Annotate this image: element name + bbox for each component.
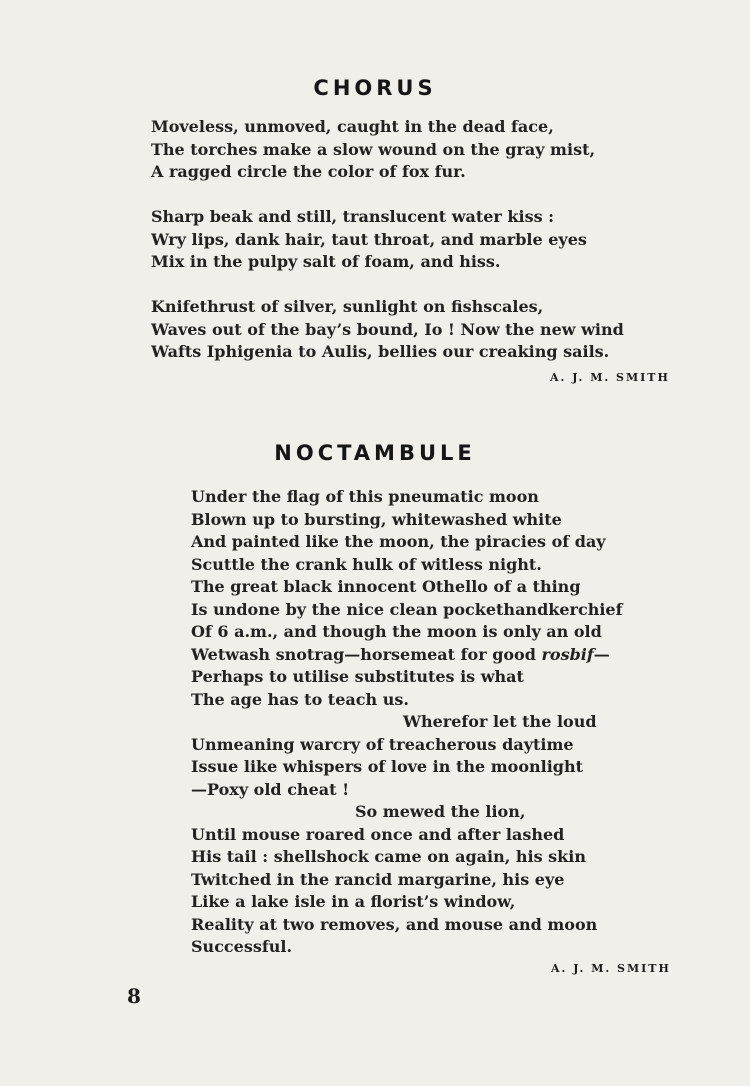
poem-line: Reality at two removes, and mouse and moon — [191, 914, 598, 934]
poem-line: Scuttle the crank hulk of witless night. — [191, 554, 542, 574]
page-number: 8 — [127, 984, 141, 1008]
poem-line: Twitched in the rancid margarine, his eye — [191, 869, 565, 889]
poem-line: Waves out of the bay’s bound, Io ! Now the new wind — [151, 319, 624, 339]
poem-line: Unmeaning warcry of treacherous daytime — [191, 734, 574, 754]
poem-title-chorus: CHORUS — [313, 76, 437, 100]
poem-title-noctambule: NOCTAMBULE — [274, 441, 476, 465]
poem-line: Blown up to bursting, whitewashed white — [191, 509, 562, 529]
poem-line: Under the flag of this pneumatic moon — [191, 487, 539, 506]
poem-line: Perhaps to utilise substitutes is what — [191, 667, 524, 686]
poem-line: The great black innocent Othello of a thing — [191, 577, 581, 596]
poem-line: Is undone by the nice clean pockethandkerchief — [191, 599, 623, 619]
poem-line: The torches make a slow wound on the gray mist, — [151, 139, 596, 159]
poem-line: Until mouse roared once and after lashed — [191, 824, 565, 844]
poem-body-noctambule — [191, 486, 622, 959]
poem-line: Of 6 a.m., and though the moon is only an old — [191, 622, 602, 641]
poem-line: Knifethrust of silver, sunlight on fishscales, — [151, 297, 544, 316]
poem-line: His tail : shellshock came on again, his skin — [191, 847, 586, 866]
poem-line: Mix in the pulpy salt of foam, and hiss. — [151, 252, 501, 271]
poem-line-indented: Wherefor let the loud — [403, 712, 597, 731]
poem-line: Moveless, unmoved, caught in the dead face, — [151, 117, 554, 136]
poem-line: Wafts Iphigenia to Aulis, bellies our creaking sails. — [151, 342, 610, 361]
poem-line: Sharp beak and still, translucent water kiss : — [151, 207, 555, 226]
poem-line: Wetwash snotrag—horsemeat for good rosbif— — [191, 644, 610, 664]
poem-line: A ragged circle the color of fox fur. — [151, 162, 466, 181]
poem-line: Like a lake isle in a florist’s window, — [191, 892, 516, 911]
author-attribution: A. J. M. SMITH — [550, 371, 670, 384]
author-attribution: A. J. M. SMITH — [551, 962, 671, 975]
poem-line: Issue like whispers of love in the moonlight — [191, 757, 583, 776]
poem-line: —Poxy old cheat ! — [191, 779, 350, 799]
poem-line: Wry lips, dank hair, taut throat, and marble eyes — [151, 229, 587, 249]
poem-body-chorus — [151, 116, 624, 364]
poem-line: And painted like the moon, the piracies of day — [191, 532, 606, 551]
poem-line-indented: So mewed the lion, — [355, 802, 526, 821]
poem-line: The age has to teach us. — [191, 689, 409, 709]
poem-line: Successful. — [191, 937, 293, 956]
